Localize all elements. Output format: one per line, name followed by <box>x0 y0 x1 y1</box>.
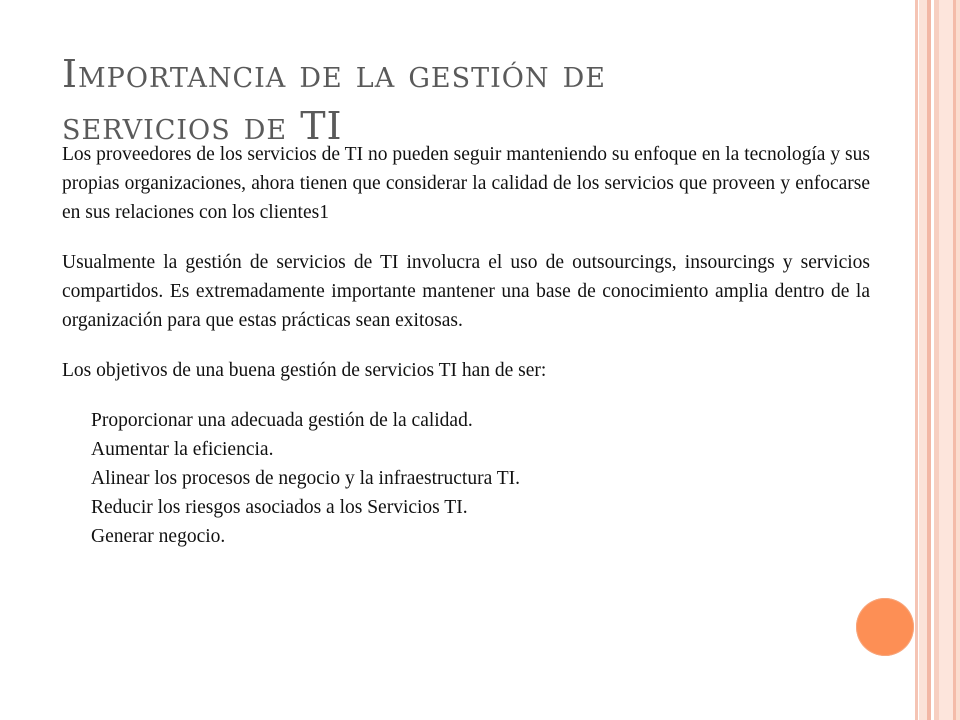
list-item: Generar negocio. <box>91 526 226 547</box>
paragraph-objectives-intro: Los objetivos de una buena gestión de servicios TI han de ser: <box>62 360 547 381</box>
decorative-orange-circle <box>856 598 914 656</box>
list-item: Aumentar la eficiencia. <box>91 439 274 460</box>
paragraph-providers: Los proveedores de los servicios de TI no pueden seguir manteniendo su enfoque en la tecnología y sus propias organizaciones, ahora tienen que considerar la calidad de los servicios que proveen y enfocarse en sus relaciones con los clientes1 <box>62 144 870 223</box>
slide-body <box>62 140 870 551</box>
slide-title: Importancia de la gestión de servicios de TI <box>62 52 606 148</box>
right-decorative-stripes <box>915 0 960 720</box>
stripe <box>939 0 953 720</box>
paragraph-usually: Usualmente la gestión de servicios de TI involucra el uso de outsourcings, insourcings y servicios compartidos. Es extremadamente importante mantener una base de conocimiento amplia dentro de la organización para que estas prácticas sean exitosas. <box>62 252 870 331</box>
stripe <box>915 0 918 720</box>
list-item: Reducir los riesgos asociados a los Servicios TI. <box>91 497 468 518</box>
stripe <box>956 0 960 720</box>
list-item: Alinear los procesos de negocio y la infraestructura TI. <box>91 468 521 489</box>
objectives-list <box>62 406 870 551</box>
list-item: Proporcionar una adecuada gestión de la calidad. <box>91 410 473 431</box>
stripe <box>919 0 927 720</box>
